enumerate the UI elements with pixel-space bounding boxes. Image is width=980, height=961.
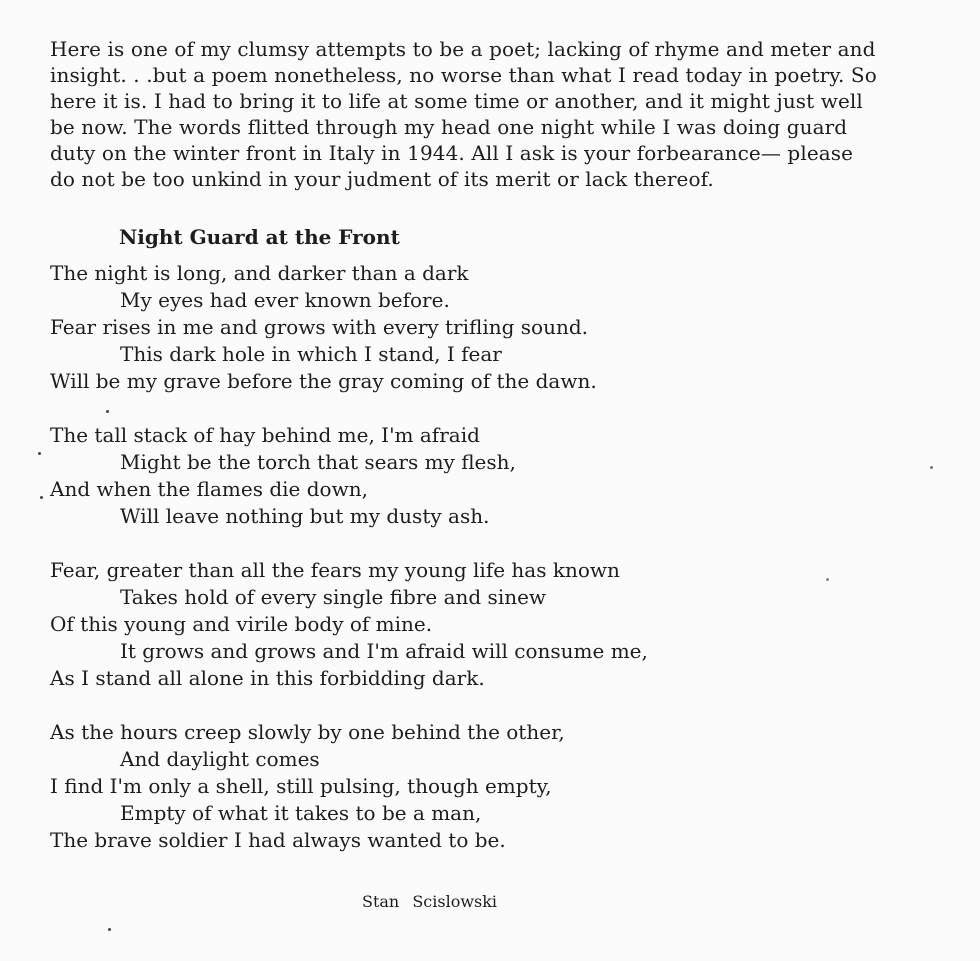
poem-line: And when the flames die down, — [50, 477, 368, 501]
scan-speck — [40, 496, 43, 499]
poem-line: As the hours creep slowly by one behind the other, — [50, 720, 565, 744]
scan-speck — [106, 410, 109, 413]
poem-line: And daylight comes — [120, 747, 320, 771]
stanza — [50, 557, 940, 692]
stanza — [50, 422, 940, 530]
scan-speck — [826, 578, 829, 581]
poem-line: Takes hold of every single fibre and sinew — [120, 585, 547, 609]
poem-line: It grows and grows and I'm afraid will consume me, — [120, 639, 648, 663]
intro-line: Here is one of my clumsy attempts to be a poet; lacking of rhyme and meter and — [50, 37, 876, 61]
poem-line: The tall stack of hay behind me, I'm afraid — [50, 423, 480, 447]
poem-line: Will leave nothing but my dusty ash. — [120, 504, 490, 528]
stanza — [50, 260, 940, 395]
poem-title: Night Guard at the Front — [119, 225, 400, 249]
poem-line: Will be my grave before the gray coming of the dawn. — [50, 369, 597, 393]
poem-line: Empty of what it takes to be a man, — [120, 801, 482, 825]
scan-speck — [38, 452, 41, 455]
author-signature: Stan Scislowski — [362, 892, 498, 911]
intro-line: duty on the winter front in Italy in 1944. All I ask is your forbearance— please — [50, 141, 854, 165]
poem-line: I find I'm only a shell, still pulsing, though empty, — [50, 774, 552, 798]
poem-line: As I stand all alone in this forbidding dark. — [50, 666, 485, 690]
poem-line: Fear, greater than all the fears my young life has known — [50, 558, 620, 582]
poem-line: Might be the torch that sears my flesh, — [120, 450, 516, 474]
intro-line: here it is. I had to bring it to life at some time or another, and it might just well — [50, 89, 863, 113]
stanza — [50, 719, 940, 854]
intro-line: insight. . .but a poem nonetheless, no worse than what I read today in poetry. So — [50, 63, 877, 87]
poem-line: The brave soldier I had always wanted to be. — [50, 828, 506, 852]
scan-speck — [108, 928, 111, 931]
poem-line: Of this young and virile body of mine. — [50, 612, 433, 636]
intro-line: do not be too unkind in your judment of its merit or lack thereof. — [50, 167, 714, 191]
poem-line: Fear rises in me and grows with every trifling sound. — [50, 315, 589, 339]
poem-line: My eyes had ever known before. — [120, 288, 450, 312]
poem-line: The night is long, and darker than a dark — [50, 261, 469, 285]
intro-paragraph — [50, 36, 940, 192]
poem-line: This dark hole in which I stand, I fear — [120, 342, 502, 366]
scan-speck — [930, 466, 933, 469]
poem-body — [50, 260, 940, 881]
intro-line: be now. The words flitted through my head one night while I was doing guard — [50, 115, 848, 139]
